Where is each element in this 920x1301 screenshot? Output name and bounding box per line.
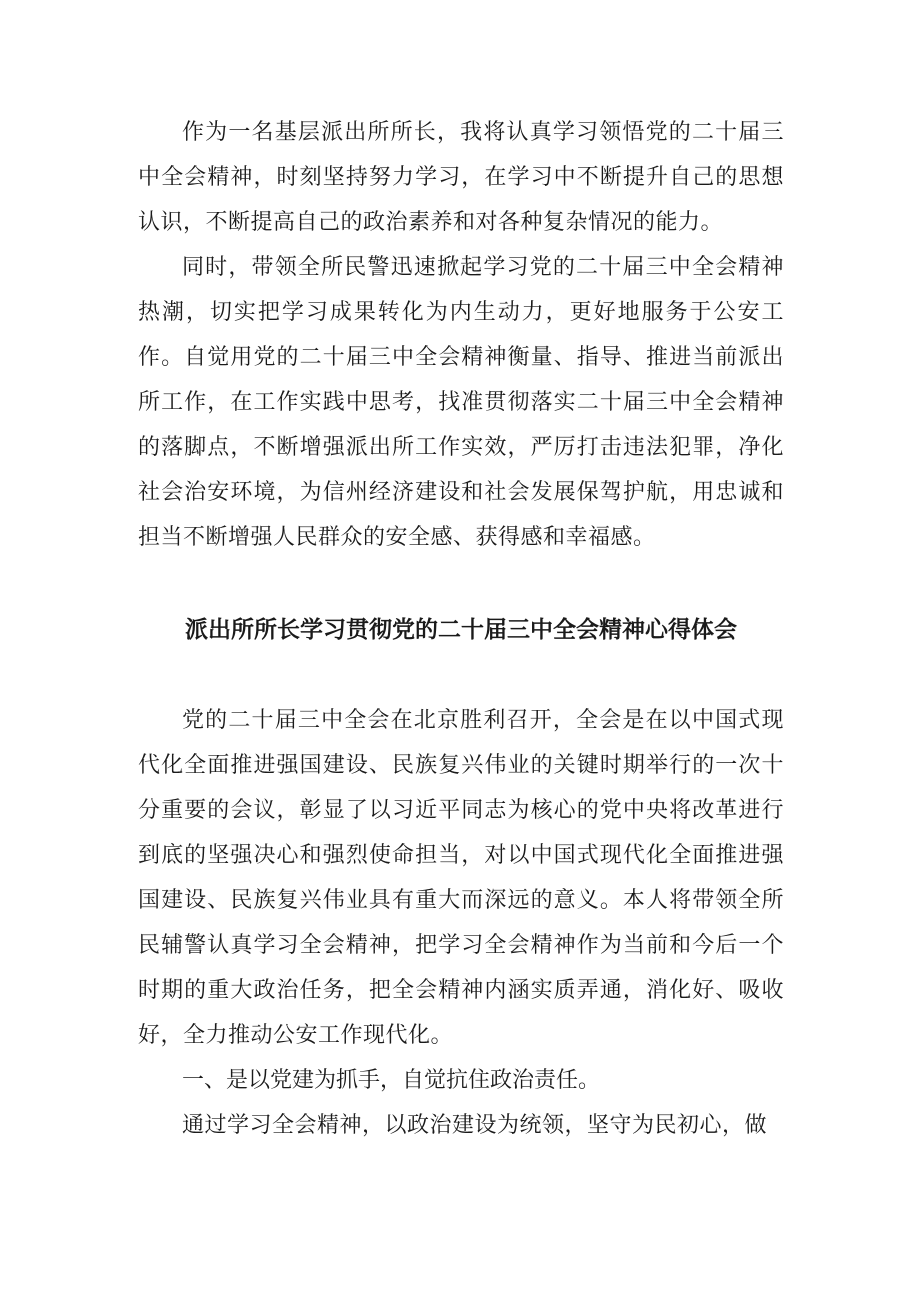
- document-title: 派出所所长学习贯彻党的二十届三中全会精神心得体会: [185, 617, 737, 643]
- spacer: [138, 650, 784, 698]
- body-paragraph: 同时，带领全所民警迅速掀起学习党的二十届三中全会精神热潮，切实把学习成果转化为内生动力，更好地服务于公安工作。自觉用党的二十届三中全会精神衡量、指导、推进当前派出所工作，在工作实践中思考，找准贯彻落实二十届三中全会精神的落脚点，不断增强派出所工作实效，严厉打击违法犯罪，净化社会治安环境，为信州经济建设和社会发展保驾护航，用忠诚和担当不断增强人民群众的安全感、获得感和幸福感。: [138, 255, 784, 550]
- body-paragraph: 党的二十届三中全会在北京胜利召开，全会是在以中国式现代化全面推进强国建设、民族复兴伟业的关键时期举行的一次十分重要的会议，彰显了以习近平同志为核心的党中央将改革进行到底的坚强决心和强烈使命担当，对以中国式现代化全面推进强国建设、民族复兴伟业具有重大而深远的意义。本人将带领全所民辅警认真学习全会精神，把学习全会精神作为当前和今后一个时期的重大政治任务，把全会精神内涵实质弄通，消化好、吸收好，全力推动公安工作现代化。: [138, 708, 784, 1048]
- section-heading: 一、是以党建为抓手，自觉抗住政治责任。: [182, 1068, 601, 1093]
- body-paragraph: 作为一名基层派出所所长，我将认真学习领悟党的二十届三中全会精神，时刻坚持努力学习，在学习中不断提升自己的思想认识，不断提高自己的政治素养和对各种复杂情况的能力。: [138, 120, 784, 235]
- body-paragraph: 通过学习全会精神，以政治建设为统领，坚守为民初心，做: [182, 1113, 768, 1138]
- document-page: [138, 110, 784, 1148]
- spacer: [138, 560, 784, 610]
